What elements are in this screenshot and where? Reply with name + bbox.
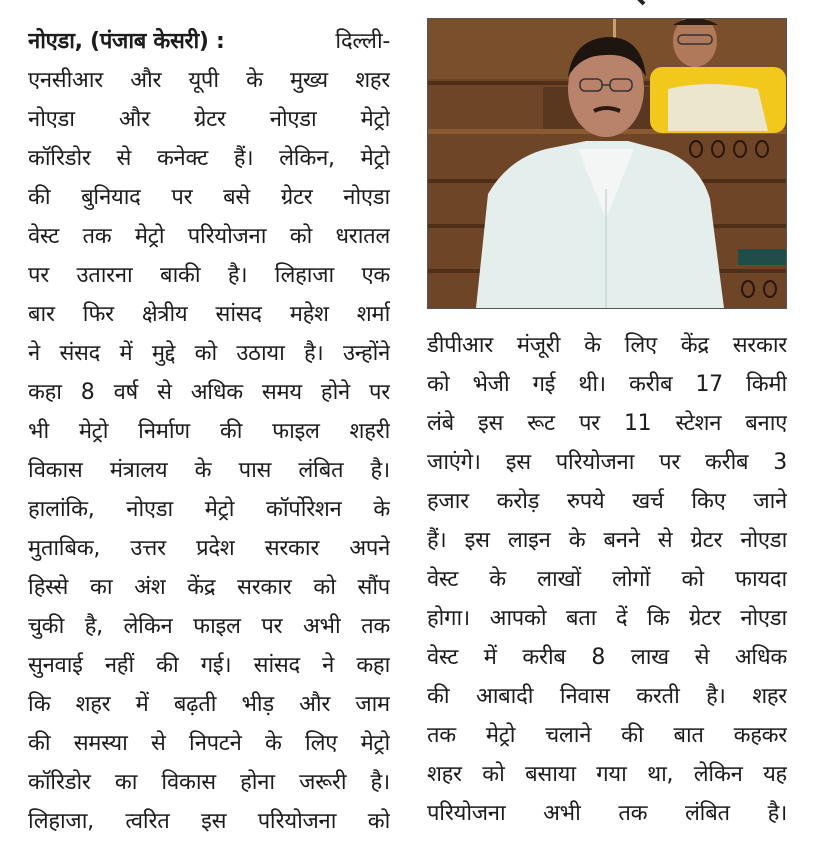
word: केंद्र	[187, 575, 216, 600]
article-line	[427, 326, 787, 365]
word: लंबित	[684, 801, 730, 826]
word: बढ़ती	[173, 692, 217, 717]
word: जाम	[355, 692, 390, 717]
word: लाइन	[507, 528, 551, 553]
word: बार	[28, 302, 55, 327]
word: परियोजना	[187, 224, 267, 249]
word: समय	[261, 380, 302, 405]
word: अधिक	[734, 645, 787, 670]
article-photo	[427, 18, 787, 309]
word: निपटने	[189, 731, 242, 756]
word: के	[373, 497, 390, 522]
word: बात	[673, 723, 704, 748]
word: नहीं	[104, 653, 134, 678]
word: पर	[659, 450, 681, 475]
article-line	[427, 404, 787, 443]
word: ग्रेटर	[280, 185, 313, 210]
word: विकास	[28, 458, 83, 483]
word: को	[482, 762, 505, 787]
article-line	[28, 724, 390, 763]
article-line	[28, 685, 390, 724]
word: मेट्रो	[360, 107, 390, 132]
word: शहर	[75, 692, 111, 717]
word: का	[90, 575, 113, 600]
article-line	[28, 100, 390, 139]
word: सरकार	[264, 536, 320, 561]
article-line	[28, 568, 390, 607]
word: भेजी	[472, 372, 510, 397]
word: होगा।	[427, 606, 470, 631]
word: मेट्रो	[360, 146, 390, 171]
article-line	[28, 373, 390, 412]
word: कहा	[28, 380, 62, 405]
word: दें	[615, 606, 628, 631]
article-line	[427, 482, 787, 521]
word: फायदा	[735, 567, 787, 592]
word: पर	[171, 185, 193, 210]
word: तक	[361, 614, 390, 639]
word: कहकर	[733, 723, 787, 748]
word: से	[657, 528, 673, 553]
word: पर	[261, 614, 283, 639]
word: इस	[505, 450, 531, 475]
word: कॉरिडोर	[28, 770, 91, 795]
word: इस	[478, 411, 504, 436]
word: को	[681, 567, 704, 592]
word: था,	[647, 762, 674, 787]
parliament-speaker-photo	[428, 19, 786, 308]
word: सुनवाई	[28, 653, 83, 678]
article-line	[427, 365, 787, 404]
word: कॉर्पोरेशन	[266, 497, 342, 522]
word: लिहाजा	[274, 263, 334, 288]
word: और	[130, 68, 162, 93]
word: अभी	[303, 614, 341, 639]
word: वेस्ट	[427, 645, 458, 670]
word: गई	[532, 372, 556, 397]
word: मंत्रालय	[109, 458, 168, 483]
word: वर्ष	[113, 380, 138, 405]
word: जाने	[753, 489, 787, 514]
article-line	[28, 451, 390, 490]
word: मेट्रो	[134, 224, 165, 249]
word: पर	[578, 411, 600, 436]
word: यह	[763, 762, 787, 787]
word: करीब	[522, 645, 566, 670]
word: पर	[369, 380, 390, 405]
word: को	[367, 809, 390, 834]
word: 11	[623, 411, 652, 436]
word: के	[568, 528, 586, 553]
word: सौंप	[357, 575, 390, 600]
word: उठाया	[236, 341, 285, 366]
word: तक	[427, 723, 456, 748]
word: रुपये	[566, 489, 605, 514]
word: चलाने	[545, 723, 592, 748]
word: में	[135, 692, 149, 717]
word: कि	[647, 606, 670, 631]
word: लिए	[304, 731, 338, 756]
word: है।	[304, 341, 324, 366]
word: प्रदेश	[196, 536, 235, 561]
word: शहरी	[349, 419, 390, 444]
word: कनेक्ट	[156, 146, 208, 171]
word: लंबे	[427, 411, 454, 436]
word: किमी	[746, 372, 787, 397]
word: ग्रेटर	[690, 528, 723, 553]
article-line	[28, 217, 390, 256]
word: एनसीआर	[28, 68, 103, 93]
word: जाएंगे।	[427, 450, 481, 475]
word: निर्माण	[138, 419, 190, 444]
word: परियोजना	[257, 809, 337, 834]
word: एक	[361, 263, 390, 288]
article-line	[28, 646, 390, 685]
word: फाइल	[193, 614, 241, 639]
word: के	[264, 731, 282, 756]
word: मुताबिक,	[28, 536, 101, 561]
word: उन्होंने	[342, 341, 390, 366]
word: होना	[240, 770, 275, 795]
word: मेट्रो	[360, 731, 390, 756]
article-line	[28, 607, 390, 646]
article-line	[427, 521, 787, 560]
word: पास	[238, 458, 272, 483]
word: सरकार	[237, 575, 292, 600]
word: नोएडा	[740, 606, 787, 631]
word: चुकी	[28, 614, 64, 639]
word: शर्मा	[356, 302, 390, 327]
word: से	[151, 731, 166, 756]
word: है।	[370, 458, 390, 483]
word: है।	[227, 263, 248, 288]
word: करीब	[629, 372, 673, 397]
word: संसद	[59, 341, 100, 366]
word: सरकार	[732, 333, 787, 358]
word: उत्तर	[130, 536, 166, 561]
word: बुनियाद	[81, 185, 141, 210]
word: करोड़	[496, 489, 540, 514]
article-line	[427, 677, 787, 716]
word: ने	[28, 341, 40, 366]
word: बाकी	[160, 263, 201, 288]
word: हैं।	[233, 146, 254, 171]
word: की	[621, 723, 644, 748]
word: विकास	[161, 770, 216, 795]
word: नोएडा	[740, 528, 787, 553]
word: अपने	[349, 536, 390, 561]
word: की	[28, 731, 51, 756]
word: को	[427, 372, 450, 397]
word: नोएडा	[269, 107, 317, 132]
word: त्वरित	[125, 809, 170, 834]
word: उतारना	[76, 263, 133, 288]
word: को	[194, 341, 217, 366]
article-line	[427, 755, 787, 794]
word: थी।	[578, 372, 606, 397]
word: को	[313, 575, 336, 600]
word: हजार	[427, 489, 469, 514]
article-line-text: दिल्ली-	[335, 29, 390, 54]
word: इस	[201, 809, 227, 834]
article-line	[427, 560, 787, 599]
word: मंजूरी	[516, 333, 561, 358]
article-line	[427, 716, 787, 755]
word: नोएडा	[126, 497, 173, 522]
word: केंद्र	[680, 333, 709, 358]
word: मेट्रो	[485, 723, 516, 748]
word: है।	[706, 684, 726, 709]
word: मेट्रो	[78, 419, 109, 444]
word: नोएडा	[28, 107, 75, 132]
dateline: नोएडा, (पंजाब केसरी) :	[28, 29, 225, 54]
word: के	[489, 567, 506, 592]
word: और	[118, 107, 150, 132]
word: है,	[84, 614, 103, 639]
word: लेकिन	[693, 762, 743, 787]
word: हैं।	[427, 528, 447, 553]
article-line	[28, 529, 390, 568]
word: लेकिन,	[279, 146, 335, 171]
word: में	[119, 341, 133, 366]
word: लाख	[630, 645, 669, 670]
word: लेकिन	[123, 614, 173, 639]
word: कॉरिडोर	[28, 146, 91, 171]
article-line	[28, 178, 390, 217]
word: स्टेशन	[675, 411, 722, 436]
word: वेस्ट	[427, 567, 458, 592]
word: लिए	[624, 333, 657, 358]
word: 17	[695, 372, 723, 397]
word: परियोजना	[427, 801, 506, 826]
word: बता	[566, 606, 597, 631]
word: 8	[591, 645, 606, 670]
word: से	[157, 380, 172, 405]
word: नोएडा	[343, 185, 390, 210]
word: यूपी	[188, 68, 219, 93]
word: मुद्दे	[151, 341, 176, 366]
word: होने	[320, 380, 350, 405]
word: लोगों	[612, 567, 651, 592]
word: महेश	[289, 302, 329, 327]
word: बनाए	[745, 411, 787, 436]
word: अभी	[543, 801, 581, 826]
word: करीब	[705, 450, 749, 475]
word: गया	[596, 762, 627, 787]
word: से	[694, 645, 710, 670]
word: के	[194, 458, 212, 483]
word: शहर	[427, 762, 462, 787]
word: डीपीआर	[427, 333, 493, 358]
word: फिर	[82, 302, 114, 327]
article-line	[28, 22, 390, 61]
word: फाइल	[272, 419, 320, 444]
word: सांसद	[215, 302, 262, 327]
word: आपको	[489, 606, 547, 631]
article-line	[28, 295, 390, 334]
word: जरूरी	[299, 770, 347, 795]
word: 8	[80, 380, 95, 405]
article-line	[28, 256, 390, 295]
word: वेस्ट	[28, 224, 59, 249]
word: तक	[618, 801, 648, 826]
word: का	[114, 770, 138, 795]
word: बसाया	[525, 762, 576, 787]
word: ग्रेटर	[689, 606, 721, 631]
word: शहर	[355, 68, 390, 93]
word: किए	[691, 489, 726, 514]
word: पर	[28, 263, 49, 288]
article-line	[28, 490, 390, 529]
article-left-column	[28, 22, 390, 841]
word: की	[156, 653, 179, 678]
word: लाखों	[537, 567, 581, 592]
article-line	[28, 334, 390, 373]
word: तक	[82, 224, 112, 249]
word: सांसद	[253, 653, 300, 678]
word: गई।	[200, 653, 232, 678]
word: अधिक	[190, 380, 243, 405]
word: में	[483, 645, 497, 670]
word: के	[246, 68, 263, 93]
article-line	[28, 763, 390, 802]
word: से	[116, 146, 132, 171]
word: मुख्य	[290, 68, 328, 93]
article-line	[28, 412, 390, 451]
word: कहा	[356, 653, 390, 678]
word: हालांकि,	[28, 497, 95, 522]
word: बसे	[223, 185, 250, 210]
article-line	[427, 794, 787, 833]
article-line	[427, 638, 787, 677]
article-line	[427, 443, 787, 482]
word: की	[427, 684, 450, 709]
word: है।	[767, 801, 787, 826]
word: ग्रेटर	[193, 107, 226, 132]
article-line	[28, 139, 390, 178]
word: निवास	[559, 684, 610, 709]
word: इस	[464, 528, 490, 553]
word: करती	[636, 684, 680, 709]
word: धरातल	[335, 224, 390, 249]
word: कि	[28, 692, 51, 717]
word: और	[299, 692, 331, 717]
word: क्षेत्रीय	[141, 302, 188, 327]
word: को	[289, 224, 312, 249]
word: आबादी	[475, 684, 534, 709]
word: समस्या	[73, 731, 128, 756]
word: भीड़	[241, 692, 274, 717]
article-line	[427, 599, 787, 638]
word: लंबित	[298, 458, 344, 483]
word: खर्च	[632, 489, 664, 514]
word: हिस्से	[28, 575, 69, 600]
word: लिहाजा,	[28, 809, 94, 834]
word: बनने	[603, 528, 640, 553]
article-right-column	[427, 326, 787, 833]
word: शहर	[752, 684, 787, 709]
word: रूट	[527, 411, 555, 436]
word: की	[28, 185, 51, 210]
word: परियोजना	[555, 450, 635, 475]
headline-fragment	[580, 0, 660, 12]
word: भी	[28, 419, 49, 444]
word: मेट्रो	[204, 497, 235, 522]
word: की	[219, 419, 243, 444]
word: है।	[370, 770, 390, 795]
word: 3	[773, 450, 787, 475]
word: ने	[322, 653, 335, 678]
word: के	[584, 333, 601, 358]
word: अंश	[134, 575, 166, 600]
article-line	[28, 61, 390, 100]
